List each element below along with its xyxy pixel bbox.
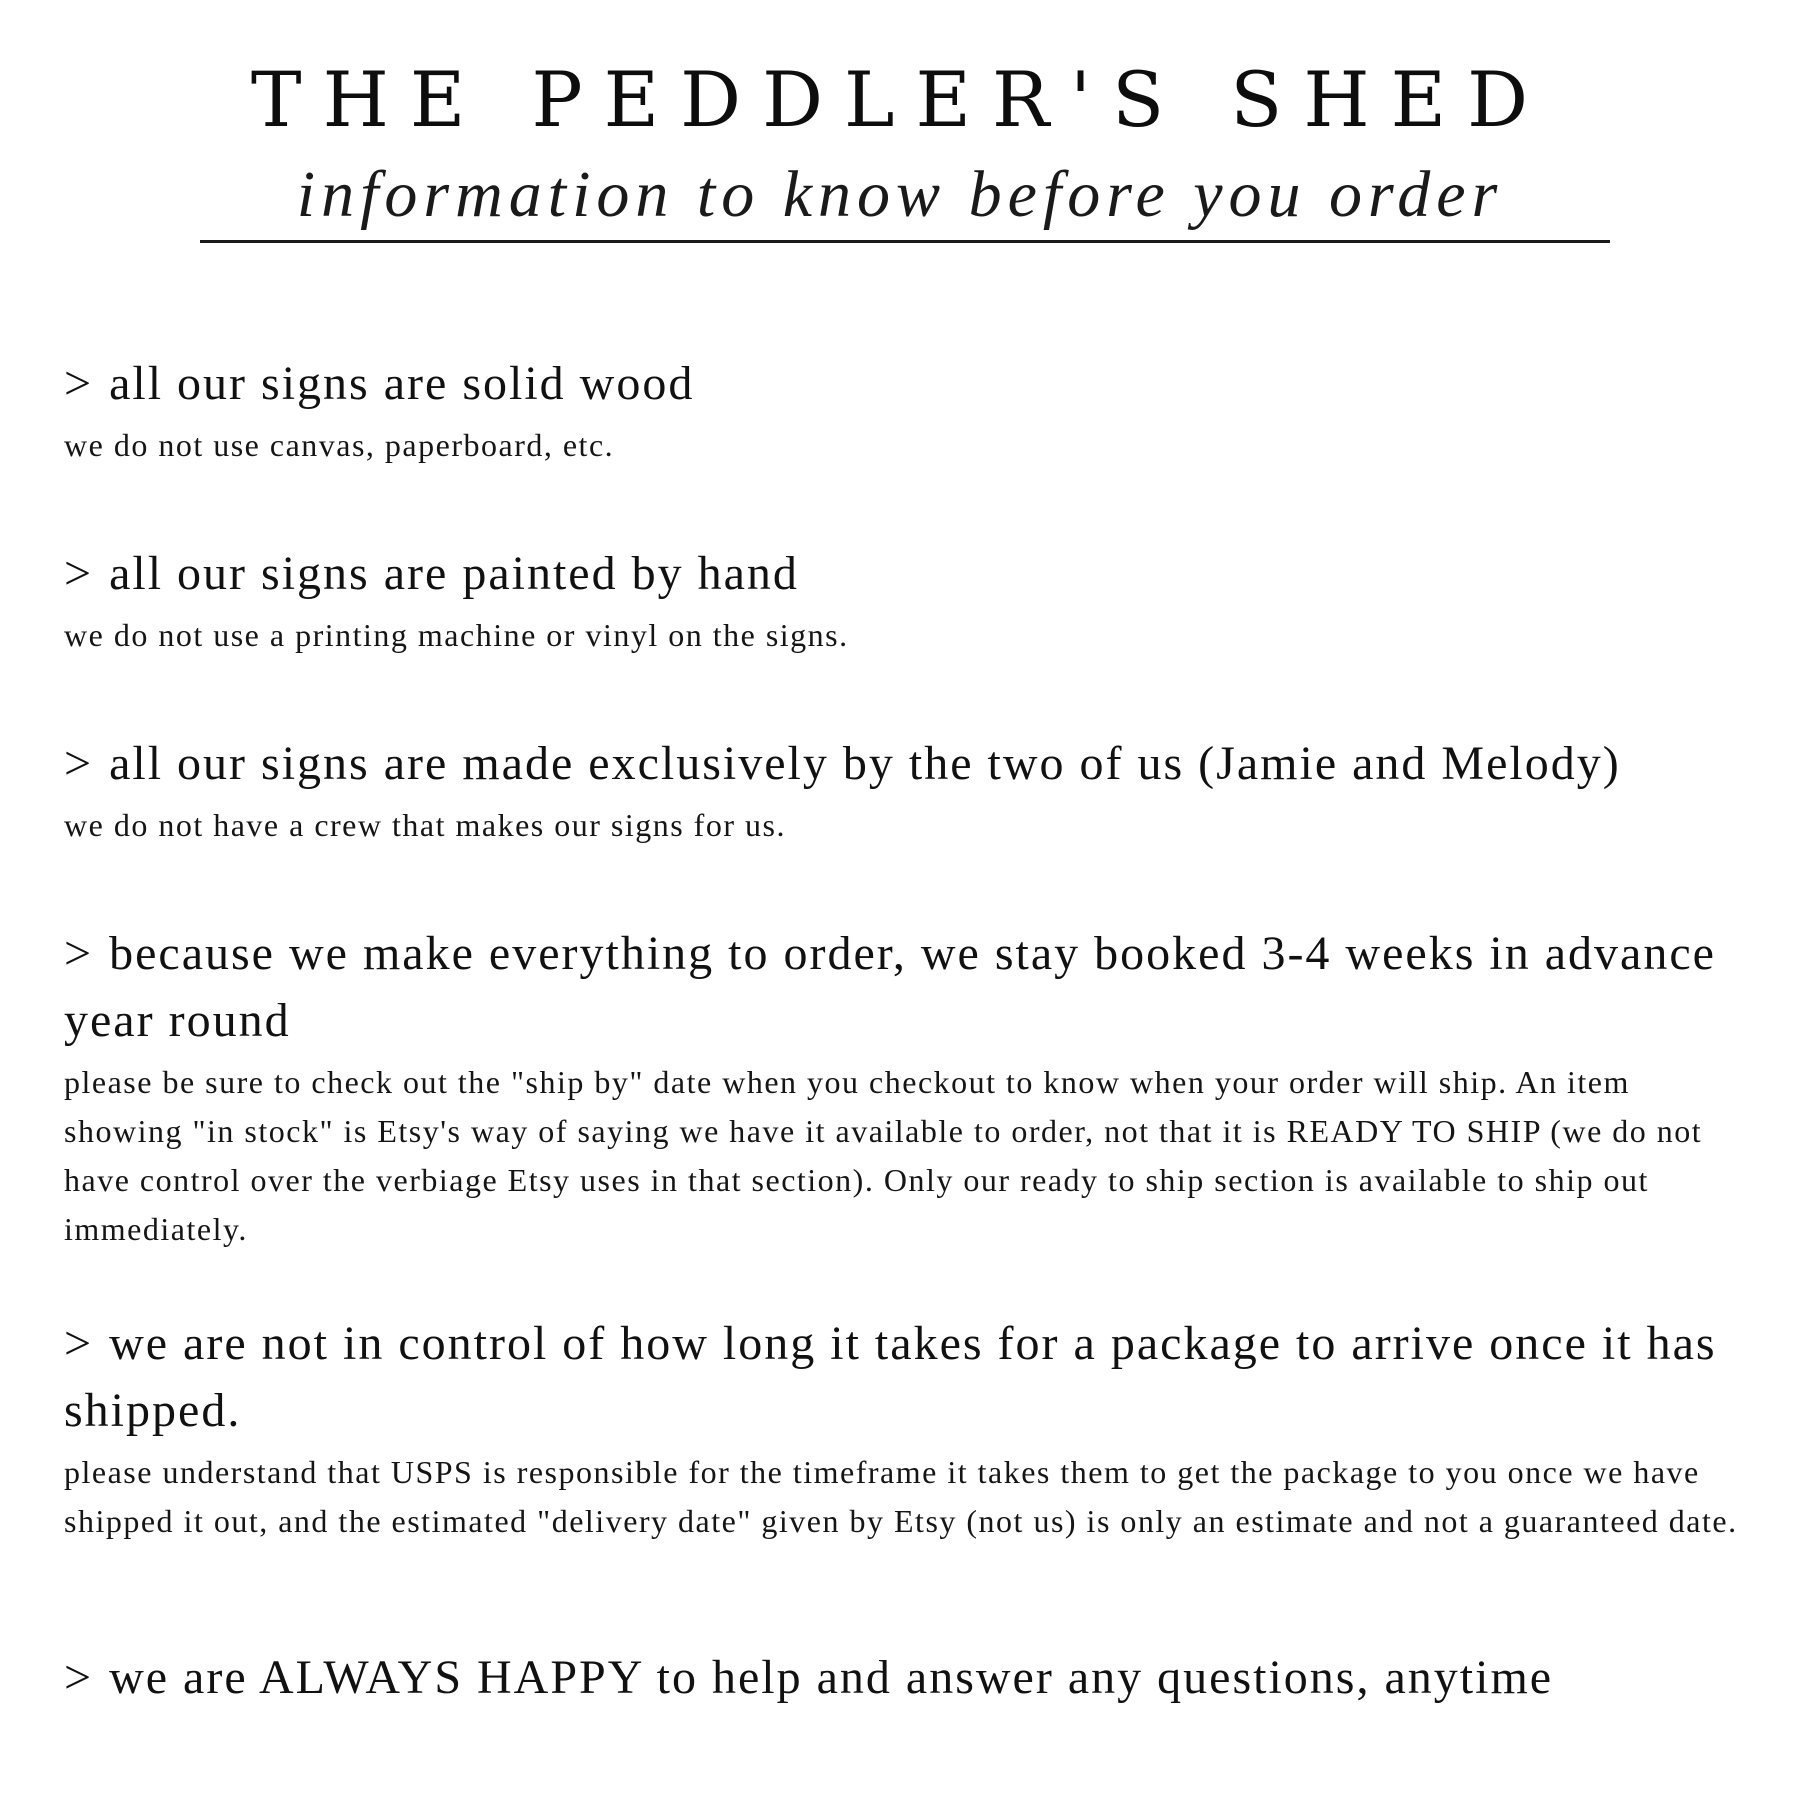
bullet-marker: > [64,547,94,600]
item-heading [64,1644,1764,1711]
item-description: we do not use canvas, paperboard, etc. [64,427,615,463]
item-heading-text: we are ALWAYS HAPPY to help and answer any questions, anytime [109,1651,1554,1704]
bullet-marker: > [64,927,94,980]
item-heading-text: all our signs are made exclusively by the two of us (Jamie and Melody) [109,737,1621,790]
info-item-painted-by-hand [64,540,1764,660]
bullet-marker: > [64,1317,94,1370]
info-item-happy-to-help [64,1644,1764,1711]
bullet-marker: > [64,357,94,410]
item-heading [64,540,1764,607]
item-heading-text: because we make everything to order, we stay booked 3-4 weeks in advance year round [64,927,1716,1047]
item-description: please be sure to check out the "ship by" date when you checkout to know when your order will ship. An item showing "in stock" is Etsy's way of saying we have it available to order, not that it is READY TO SHIP (we do not have control over the verbiage Etsy uses in that section). Only our ready to ship section is available to ship out immediately. [64,1064,1703,1247]
item-heading-text: all our signs are solid wood [109,357,695,410]
info-item-solid-wood [64,350,1764,470]
item-description: please understand that USPS is responsible for the timeframe it takes them to get the package to you once we have shipped it out, and the estimated "delivery date" given by Etsy (not us) is only an estimate and not a guaranteed date. [64,1454,1738,1539]
item-heading [64,1310,1754,1444]
page-title: THE PEDDLER'S SHED [250,55,1550,144]
info-item-made-by-us [64,730,1764,850]
item-description: we do not use a printing machine or vinyl on the signs. [64,617,849,653]
item-description: we do not have a crew that makes our signs for us. [64,807,786,843]
page-subtitle: information to know before you order [296,158,1504,231]
item-heading [64,920,1744,1054]
info-item-shipping-time [64,1310,1754,1546]
info-item-booked-in-advance [64,920,1744,1254]
item-heading-text: we are not in control of how long it takes for a package to arrive once it has shipped. [64,1317,1717,1437]
bullet-marker: > [64,1651,94,1704]
item-heading [64,730,1764,797]
title-divider [200,240,1610,243]
item-heading-text: all our signs are painted by hand [109,547,799,600]
item-heading [64,350,1764,417]
bullet-marker: > [64,737,94,790]
